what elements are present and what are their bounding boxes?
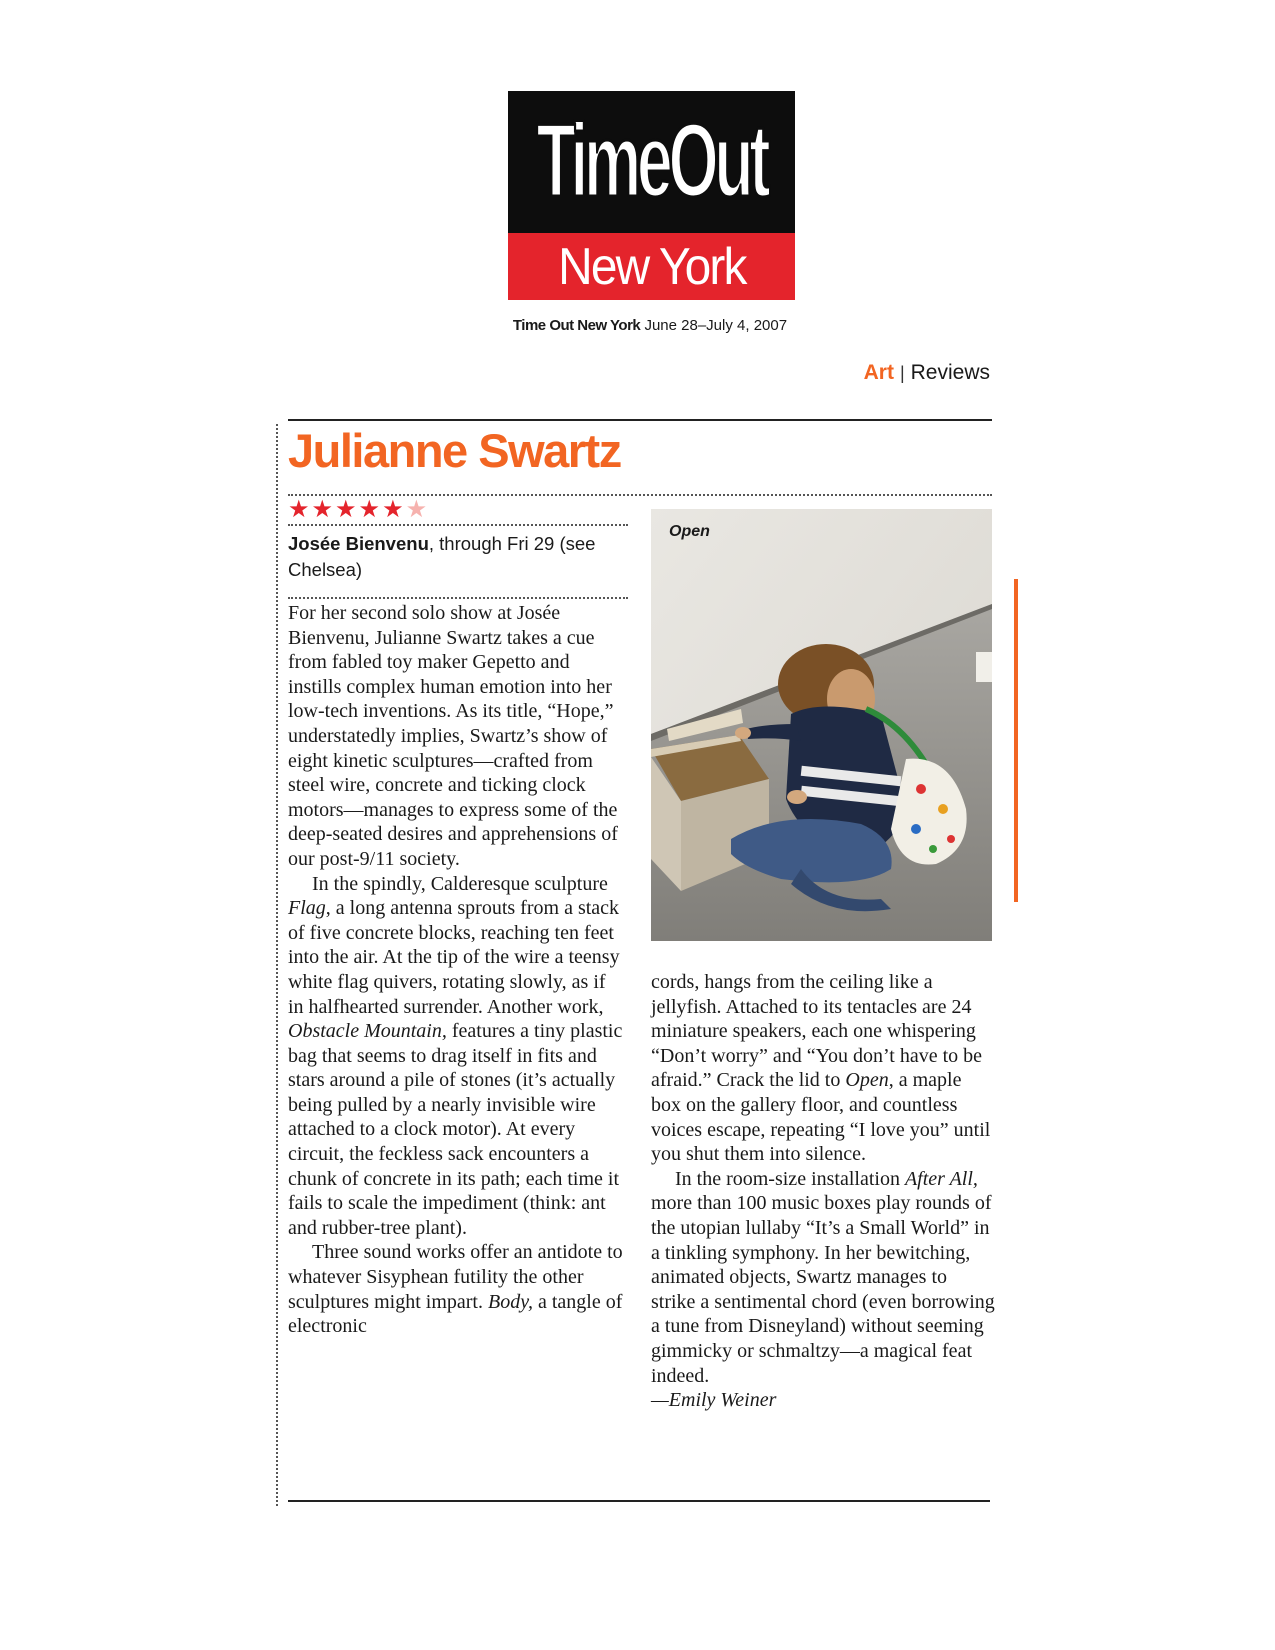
star-filled-icon: ★ [311, 496, 336, 523]
text-run: Three sound works offer an antidote to whatever Sisyphean futility the other sculptures might impart. [288, 1241, 623, 1313]
article-headline: Julianne Swartz [288, 424, 621, 477]
time-out-logo [508, 91, 795, 300]
article-column-2 [651, 970, 996, 1413]
text-run: cords, hangs from the ceiling like a jellyfish. Attached to its tentacles are 24 miniature speakers, each one whispering “Don’t worry” and “You don’t have to be afraid.” Crack the lid to [651, 971, 983, 1092]
article-photo [651, 509, 992, 941]
paragraph-1: For her second solo show at Josée Bienvenu, Julianne Swartz takes a cue from fabled toy maker Gepetto and instills complex human emotion into her low-tech inventions. As its title, “Hope,” understatedly implies, Swartz’s show of eight kinetic sculptures—crafted from steel wire, concrete and ticking clock motors—manages to express some of the deep-seated desires and apprehensions of our post-9/11 society. [288, 602, 618, 870]
paragraph-3 [288, 1240, 623, 1338]
text-run: , a maple box on the gallery floor, and countless voices escape, repeating “I love you” until you shut them into silence. [651, 1069, 991, 1166]
text-run: a tangle of electronic [288, 1290, 623, 1338]
text-run: In the spindly, Calderesque sculpture [312, 872, 608, 895]
paragraph-2 [288, 872, 623, 1241]
paragraph-5 [651, 1167, 996, 1388]
star-empty-icon: ★ [405, 496, 430, 523]
venue-info [288, 531, 630, 583]
article-column-1 [288, 601, 623, 1339]
work-title-body: Body, [487, 1290, 533, 1313]
paragraph-4 [651, 970, 996, 1167]
text-run: more than 100 music boxes play rounds of the utopian lullaby “It’s a Small World” in a tinkling symphony. In her bewitching, animated objects, Swartz manages to strike a sentimental chord (even borrowing a tune from Disneyland) without seeming gimmicky or schmaltzy—a magical feat indeed. [651, 1192, 995, 1387]
logo-line1: TimeOut [536, 103, 767, 219]
accent-bar [1014, 579, 1018, 902]
venue-dotted-rule [288, 597, 628, 599]
logo-city-band [508, 233, 795, 300]
logo-line2: New York [557, 237, 746, 296]
section-separator: | [899, 363, 905, 383]
star-filled-icon: ★ [288, 496, 312, 523]
work-title-flag: Flag [288, 897, 326, 920]
section-label [864, 361, 990, 385]
venue-details: , through Fri 29 (see Chelsea) [288, 533, 596, 580]
text-run: features a tiny plastic bag that seems to drag itself in fits and stars around a pile of stones (it’s actually being pulled by a nearly invisible wire attached to a clock motor). At every circuit, the feckless sack encounters a chunk of concrete in its path; each time it fails to scale the impediment (think: ant and rubber-tree plant). [288, 1020, 623, 1239]
work-title-obstacle-mountain: Obstacle Mountain, [288, 1020, 447, 1043]
photo-illustration [651, 509, 992, 941]
top-rule [288, 419, 992, 421]
author-byline: —Emily Weiner [651, 1389, 777, 1412]
text-run: In the room-size installation [675, 1167, 905, 1190]
star-filled-icon: ★ [382, 496, 406, 523]
star-rating [288, 498, 429, 522]
byline [651, 1388, 996, 1413]
section-category: Art [863, 361, 894, 384]
star-filled-icon: ★ [335, 496, 359, 523]
publication-name: Time Out New York [512, 317, 641, 334]
work-title-open: Open [845, 1069, 889, 1092]
left-dotted-rule [276, 424, 278, 1506]
section-subsection: Reviews [910, 361, 990, 384]
work-title-after-all: After All, [904, 1167, 978, 1190]
bottom-rule [288, 1500, 990, 1502]
issue-line [500, 317, 800, 334]
venue-name: Josée Bienvenu [288, 533, 429, 554]
issue-dates: June 28–July 4, 2007 [644, 317, 788, 334]
star-filled-icon: ★ [358, 496, 383, 523]
logo-wordmark [508, 91, 795, 231]
rating-dotted-rule [288, 524, 628, 526]
text-run: , a long antenna sprouts from a stack of five concrete blocks, reaching ten feet into the air. At the tip of the wire a teensy white flag quivers, rotating slowly, as if in halfhearted surrender. Another work, [288, 897, 620, 1018]
photo-caption: Open [669, 523, 710, 540]
